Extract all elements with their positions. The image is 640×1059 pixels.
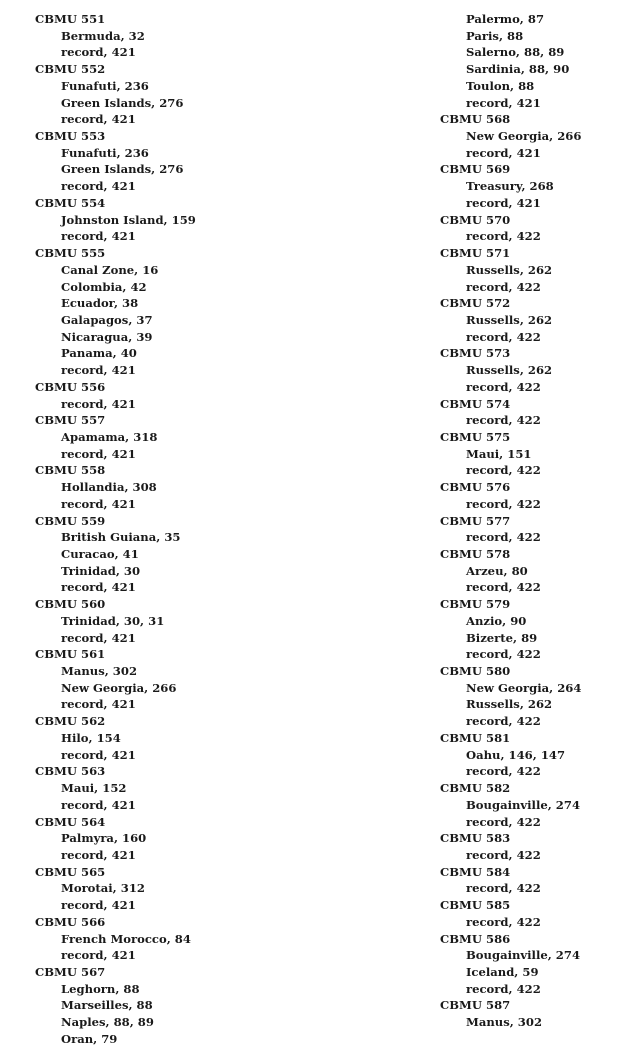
index-subentry: Maui, 151 <box>466 446 532 461</box>
index-subentry: record, 422 <box>466 981 541 996</box>
index-entry <box>440 345 635 395</box>
index-subentry: Bermuda, 32 <box>61 28 145 43</box>
index-heading: CBMU 557 <box>35 413 106 428</box>
index-entry <box>440 429 635 479</box>
index-subentry: Bizerte, 89 <box>466 630 538 645</box>
index-heading: CBMU 580 <box>440 664 511 679</box>
index-subentry: Toulon, 88 <box>466 78 535 93</box>
index-heading: CBMU 556 <box>35 379 106 394</box>
index-subentry: Bougainville, 274 <box>466 948 581 963</box>
index-subentry: record, 422 <box>466 413 541 428</box>
index-entry <box>440 111 635 161</box>
index-heading: CBMU 578 <box>440 547 511 561</box>
index-entry <box>35 412 295 462</box>
index-subentry: Ecuador, 38 <box>61 296 139 311</box>
index-heading: CBMU 572 <box>440 296 511 311</box>
index-heading: CBMU 585 <box>440 898 511 913</box>
index-subentry: Apamama, 318 <box>61 429 158 444</box>
index-subentry: record, 422 <box>466 279 541 294</box>
index-subentry: Leghorn, 88 <box>61 981 140 996</box>
index-heading: CBMU 562 <box>35 714 106 729</box>
index-subentry: record, 421 <box>61 179 136 194</box>
index-subentry: record, 421 <box>61 396 136 411</box>
index-heading: CBMU 559 <box>35 513 106 528</box>
index-heading: CBMU 555 <box>35 246 106 261</box>
index-entry <box>35 379 295 412</box>
index-heading: CBMU 564 <box>35 814 106 829</box>
index-entry <box>440 997 635 1030</box>
index-heading: CBMU 582 <box>440 781 511 796</box>
index-heading: CBMU 577 <box>440 513 511 528</box>
index-heading: CBMU 553 <box>35 129 106 144</box>
index-entry <box>35 864 295 914</box>
index-heading: CBMU 584 <box>440 864 511 879</box>
index-subentry: British Guiana, 35 <box>61 530 181 545</box>
index-subentry: Russells, 262 <box>466 697 553 712</box>
index-subentry: Johnston Island, 159 <box>61 212 196 227</box>
index-entry <box>440 161 635 211</box>
index-subentry: Anzio, 90 <box>466 613 527 628</box>
index-heading: CBMU 551 <box>35 12 106 26</box>
index-column-right <box>440 11 635 1031</box>
index-subentry: record, 422 <box>466 881 541 896</box>
index-subentry: record, 422 <box>466 764 541 779</box>
index-heading: CBMU 554 <box>35 195 106 210</box>
index-subentry: record, 421 <box>466 145 541 160</box>
index-entry <box>35 646 295 713</box>
index-entry <box>35 245 295 379</box>
index-subentry: Russells, 262 <box>466 363 553 378</box>
index-subentry: record, 422 <box>466 463 541 478</box>
index-heading: CBMU 567 <box>35 964 106 979</box>
index-heading: CBMU 581 <box>440 730 511 745</box>
index-subentry: record, 421 <box>61 229 136 244</box>
index-subentry: Trinidad, 30, 31 <box>61 613 165 628</box>
index-heading: CBMU 575 <box>440 429 511 444</box>
index-heading: CBMU 560 <box>35 597 106 612</box>
index-subentry: Hilo, 154 <box>61 730 121 745</box>
index-heading: CBMU 565 <box>35 864 106 879</box>
index-heading: CBMU 586 <box>440 931 511 946</box>
index-entry <box>440 546 635 596</box>
index-subentry: record, 421 <box>61 363 136 378</box>
index-subentry: Bougainville, 274 <box>466 797 581 812</box>
index-entry <box>440 864 635 897</box>
index-heading: CBMU 583 <box>440 831 511 846</box>
index-entry <box>35 713 295 763</box>
index-entry <box>35 763 295 813</box>
index-entry <box>35 195 295 245</box>
index-subentry: Panama, 40 <box>61 346 137 361</box>
index-subentry: French Morocco, 84 <box>61 931 191 946</box>
index-entry <box>440 212 635 245</box>
index-subentry: Funafuti, 236 <box>61 145 149 160</box>
index-subentry: Colombia, 42 <box>61 279 147 294</box>
index-subentry: record, 421 <box>61 898 136 913</box>
index-subentry: record, 422 <box>466 814 541 829</box>
index-entry <box>35 914 295 964</box>
index-subentry: Canal Zone, 16 <box>61 262 159 277</box>
index-subentry: record, 421 <box>61 45 136 60</box>
index-subentry: record, 422 <box>466 496 541 511</box>
index-entry <box>35 814 295 864</box>
index-subentry: Trinidad, 30 <box>61 563 141 578</box>
index-subentry: Arzeu, 80 <box>466 563 528 578</box>
index-subentry: Sardinia, 88, 90 <box>466 62 570 77</box>
index-heading: CBMU 566 <box>35 914 106 929</box>
index-subentry: Galapagos, 37 <box>61 312 153 327</box>
index-heading: CBMU 552 <box>35 62 106 77</box>
index-subentry: Curacao, 41 <box>61 547 139 561</box>
index-subentry: record, 421 <box>61 697 136 712</box>
index-subentry: record, 421 <box>61 630 136 645</box>
index-entry <box>35 596 295 646</box>
index-subentry: Russells, 262 <box>466 312 553 327</box>
index-entry <box>440 897 635 930</box>
index-subentry: record, 422 <box>466 914 541 929</box>
index-subentry: Salerno, 88, 89 <box>466 45 565 60</box>
index-subentry: Hollandia, 308 <box>61 480 157 495</box>
index-subentry: Iceland, 59 <box>466 964 539 979</box>
index-entry <box>440 663 635 730</box>
index-subentry: record, 421 <box>61 747 136 762</box>
index-subentry: Oahu, 146, 147 <box>466 747 566 762</box>
index-entry <box>440 730 635 780</box>
index-entry <box>440 830 635 863</box>
index-subentry: Treasury, 268 <box>466 179 554 194</box>
index-subentry: record, 422 <box>466 647 541 662</box>
index-heading: CBMU 587 <box>440 998 511 1013</box>
index-subentry: record, 422 <box>466 229 541 244</box>
index-subentry: record, 421 <box>61 496 136 511</box>
index-heading: CBMU 579 <box>440 597 511 612</box>
index-subentry: Manus, 302 <box>466 1015 543 1030</box>
index-heading: CBMU 573 <box>440 346 511 361</box>
index-subentry: Russells, 262 <box>466 262 553 277</box>
index-entry <box>440 931 635 998</box>
index-subentry: Palermo, 87 <box>466 12 545 26</box>
index-subentry: Funafuti, 236 <box>61 78 149 93</box>
index-subentry: record, 421 <box>466 195 541 210</box>
index-subentry: Maui, 152 <box>61 781 127 796</box>
index-subentry: record, 422 <box>466 580 541 595</box>
index-subentry: Naples, 88, 89 <box>61 1015 154 1030</box>
index-heading: CBMU 558 <box>35 463 106 478</box>
index-heading: CBMU 570 <box>440 212 511 227</box>
index-entry <box>440 479 635 512</box>
index-subentry: record, 421 <box>61 948 136 963</box>
index-subentry: record, 421 <box>61 446 136 461</box>
index-subentry: Morotai, 312 <box>61 881 145 896</box>
index-subentry: Nicaragua, 39 <box>61 329 153 344</box>
index-entry <box>35 462 295 512</box>
index-subentry: Green Islands, 276 <box>61 162 184 177</box>
index-entry <box>35 964 295 1048</box>
index-subentry: record, 421 <box>61 580 136 595</box>
index-entry <box>35 513 295 597</box>
index-column-left <box>35 11 295 1048</box>
index-entry <box>440 11 635 111</box>
index-subentry: Manus, 302 <box>61 664 138 679</box>
index-subentry: Marseilles, 88 <box>61 998 153 1013</box>
index-subentry: New Georgia, 266 <box>61 680 177 695</box>
index-subentry: record, 421 <box>61 797 136 812</box>
index-subentry: record, 422 <box>466 714 541 729</box>
index-entry <box>440 513 635 546</box>
index-heading: CBMU 571 <box>440 246 511 261</box>
index-subentry: record, 422 <box>466 530 541 545</box>
index-heading: CBMU 563 <box>35 764 106 779</box>
index-entry <box>440 396 635 429</box>
index-heading: CBMU 561 <box>35 647 106 662</box>
index-heading: CBMU 568 <box>440 112 511 127</box>
index-subentry: Green Islands, 276 <box>61 95 184 110</box>
index-subentry: New Georgia, 264 <box>466 680 582 695</box>
index-entry <box>440 596 635 663</box>
index-subentry: record, 422 <box>466 379 541 394</box>
index-entry <box>35 61 295 128</box>
index-subentry: record, 422 <box>466 847 541 862</box>
index-entry <box>35 11 295 61</box>
index-entry <box>35 128 295 195</box>
index-subentry: record, 421 <box>466 95 541 110</box>
index-entry <box>440 245 635 295</box>
index-subentry: Paris, 88 <box>466 28 524 43</box>
index-subentry: record, 421 <box>61 847 136 862</box>
index-heading: CBMU 574 <box>440 396 511 411</box>
index-subentry: New Georgia, 266 <box>466 129 582 144</box>
index-subentry: record, 421 <box>61 112 136 127</box>
index-subentry: Palmyra, 160 <box>61 831 147 846</box>
index-subentry: Oran, 79 <box>61 1031 118 1046</box>
index-heading: CBMU 576 <box>440 480 511 495</box>
index-subentry: record, 422 <box>466 329 541 344</box>
index-entry <box>440 295 635 345</box>
index-heading: CBMU 569 <box>440 162 511 177</box>
index-entry <box>440 780 635 830</box>
